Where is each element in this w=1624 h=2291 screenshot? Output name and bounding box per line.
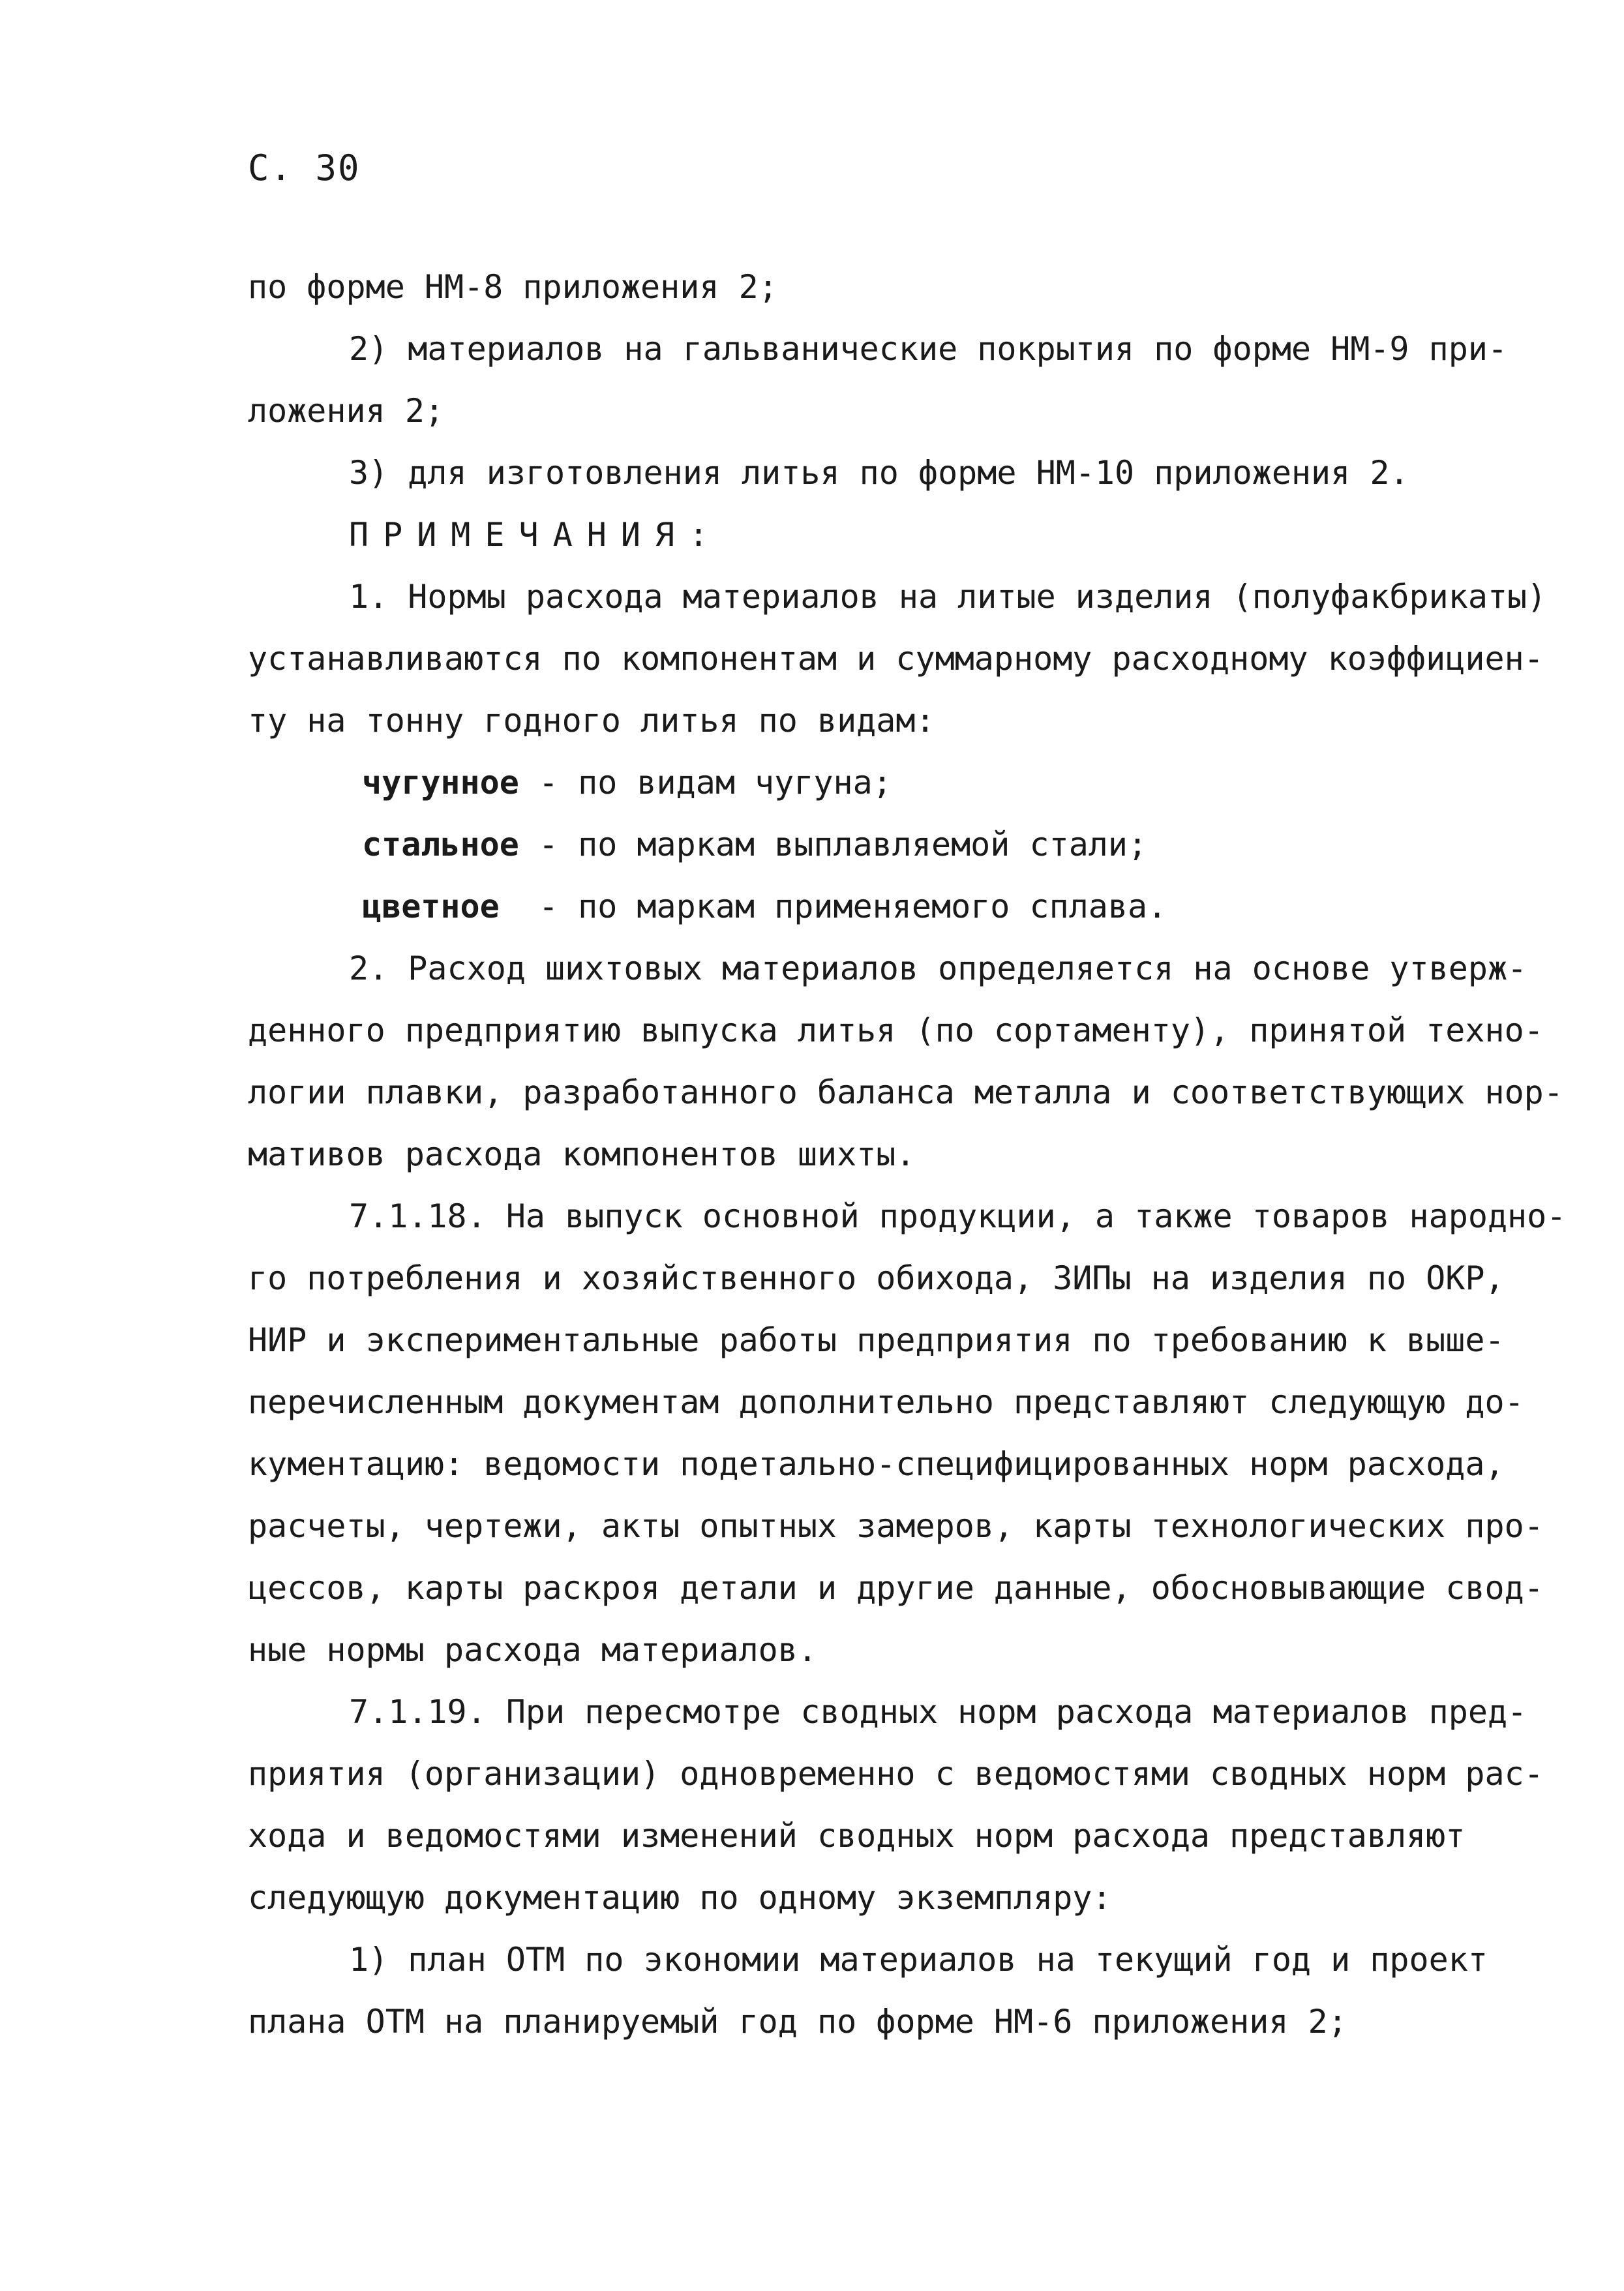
text-line: 2) материалов на гальванические покрытия по форме НМ-9 при- [349, 330, 1508, 368]
text-line: НИР и экспериментальные работы предприятия по требованию к выше- [248, 1321, 1505, 1359]
casting-type-text: - по маркам применяемого сплава. [499, 888, 1167, 925]
text-line: хода и ведомостями изменений сводных норм расхода представляют [248, 1817, 1466, 1855]
casting-type-label: чугунное [362, 764, 519, 801]
text-line: цессов, карты раскроя детали и другие данные, обосновывающие свод- [248, 1569, 1544, 1607]
text-line: логии плавки, разработанного баланса металла и соответствующих нор- [248, 1073, 1563, 1111]
text-line: ту на тонну годного литья по видам: [248, 702, 935, 740]
text-line: 1. Нормы расхода материалов на литые изделия (полуфакбрикаты) [349, 578, 1547, 616]
text-line: по форме НМ-8 приложения 2; [248, 268, 778, 306]
text-line: устанавливаются по компонентам и суммарному расходному коэффициен- [248, 640, 1544, 678]
notes-heading: ПРИМЕЧАНИЯ: [349, 516, 723, 554]
casting-type-text: - по маркам выплавляемой стали; [519, 826, 1148, 863]
text-line: следующую документацию по одному экземпляру: [248, 1879, 1112, 1917]
text-line: 1) план ОТМ по экономии материалов на текущий год и проект [349, 1941, 1488, 1979]
casting-type-text: - по видам чугуна; [519, 764, 892, 801]
text-line: 7.1.19. При пересмотре сводных норм расхода материалов пред- [349, 1693, 1527, 1731]
text-line: денного предприятию выпуска литья (по сортаменту), принятой техно- [248, 1011, 1544, 1049]
casting-type-line [362, 756, 892, 809]
text-line: 2. Расход шихтовых материалов определяется на основе утверж- [349, 950, 1527, 987]
text-line: ложения 2; [248, 392, 445, 430]
page-number: С. 30 [248, 147, 361, 188]
text-line: мативов расхода компонентов шихты. [248, 1135, 916, 1173]
casting-type-label: стальное [362, 826, 519, 863]
casting-type-line [362, 818, 1147, 871]
text-line: го потребления и хозяйственного обихода, ЗИПы на изделия по ОКР, [248, 1259, 1505, 1297]
casting-type-line [362, 880, 1167, 933]
text-line: расчеты, чертежи, акты опытных замеров, карты технологических про- [248, 1507, 1544, 1545]
casting-type-label: цветное [362, 888, 500, 925]
text-line: 3) для изготовления литья по форме НМ-10 приложения 2. [349, 454, 1409, 492]
text-line: кументацию: ведомости подетально-специфицированных норм расхода, [248, 1445, 1505, 1483]
text-line: ные нормы расхода материалов. [248, 1631, 817, 1669]
text-line: перечисленным документам дополнительно представляют следующую до- [248, 1383, 1524, 1421]
text-line: 7.1.18. На выпуск основной продукции, а также товаров народно- [349, 1197, 1567, 1235]
text-line: приятия (организации) одновременно с ведомостями сводных норм рас- [248, 1755, 1544, 1793]
text-line: плана ОТМ на планируемый год по форме НМ-6 приложения 2; [248, 2003, 1347, 2041]
